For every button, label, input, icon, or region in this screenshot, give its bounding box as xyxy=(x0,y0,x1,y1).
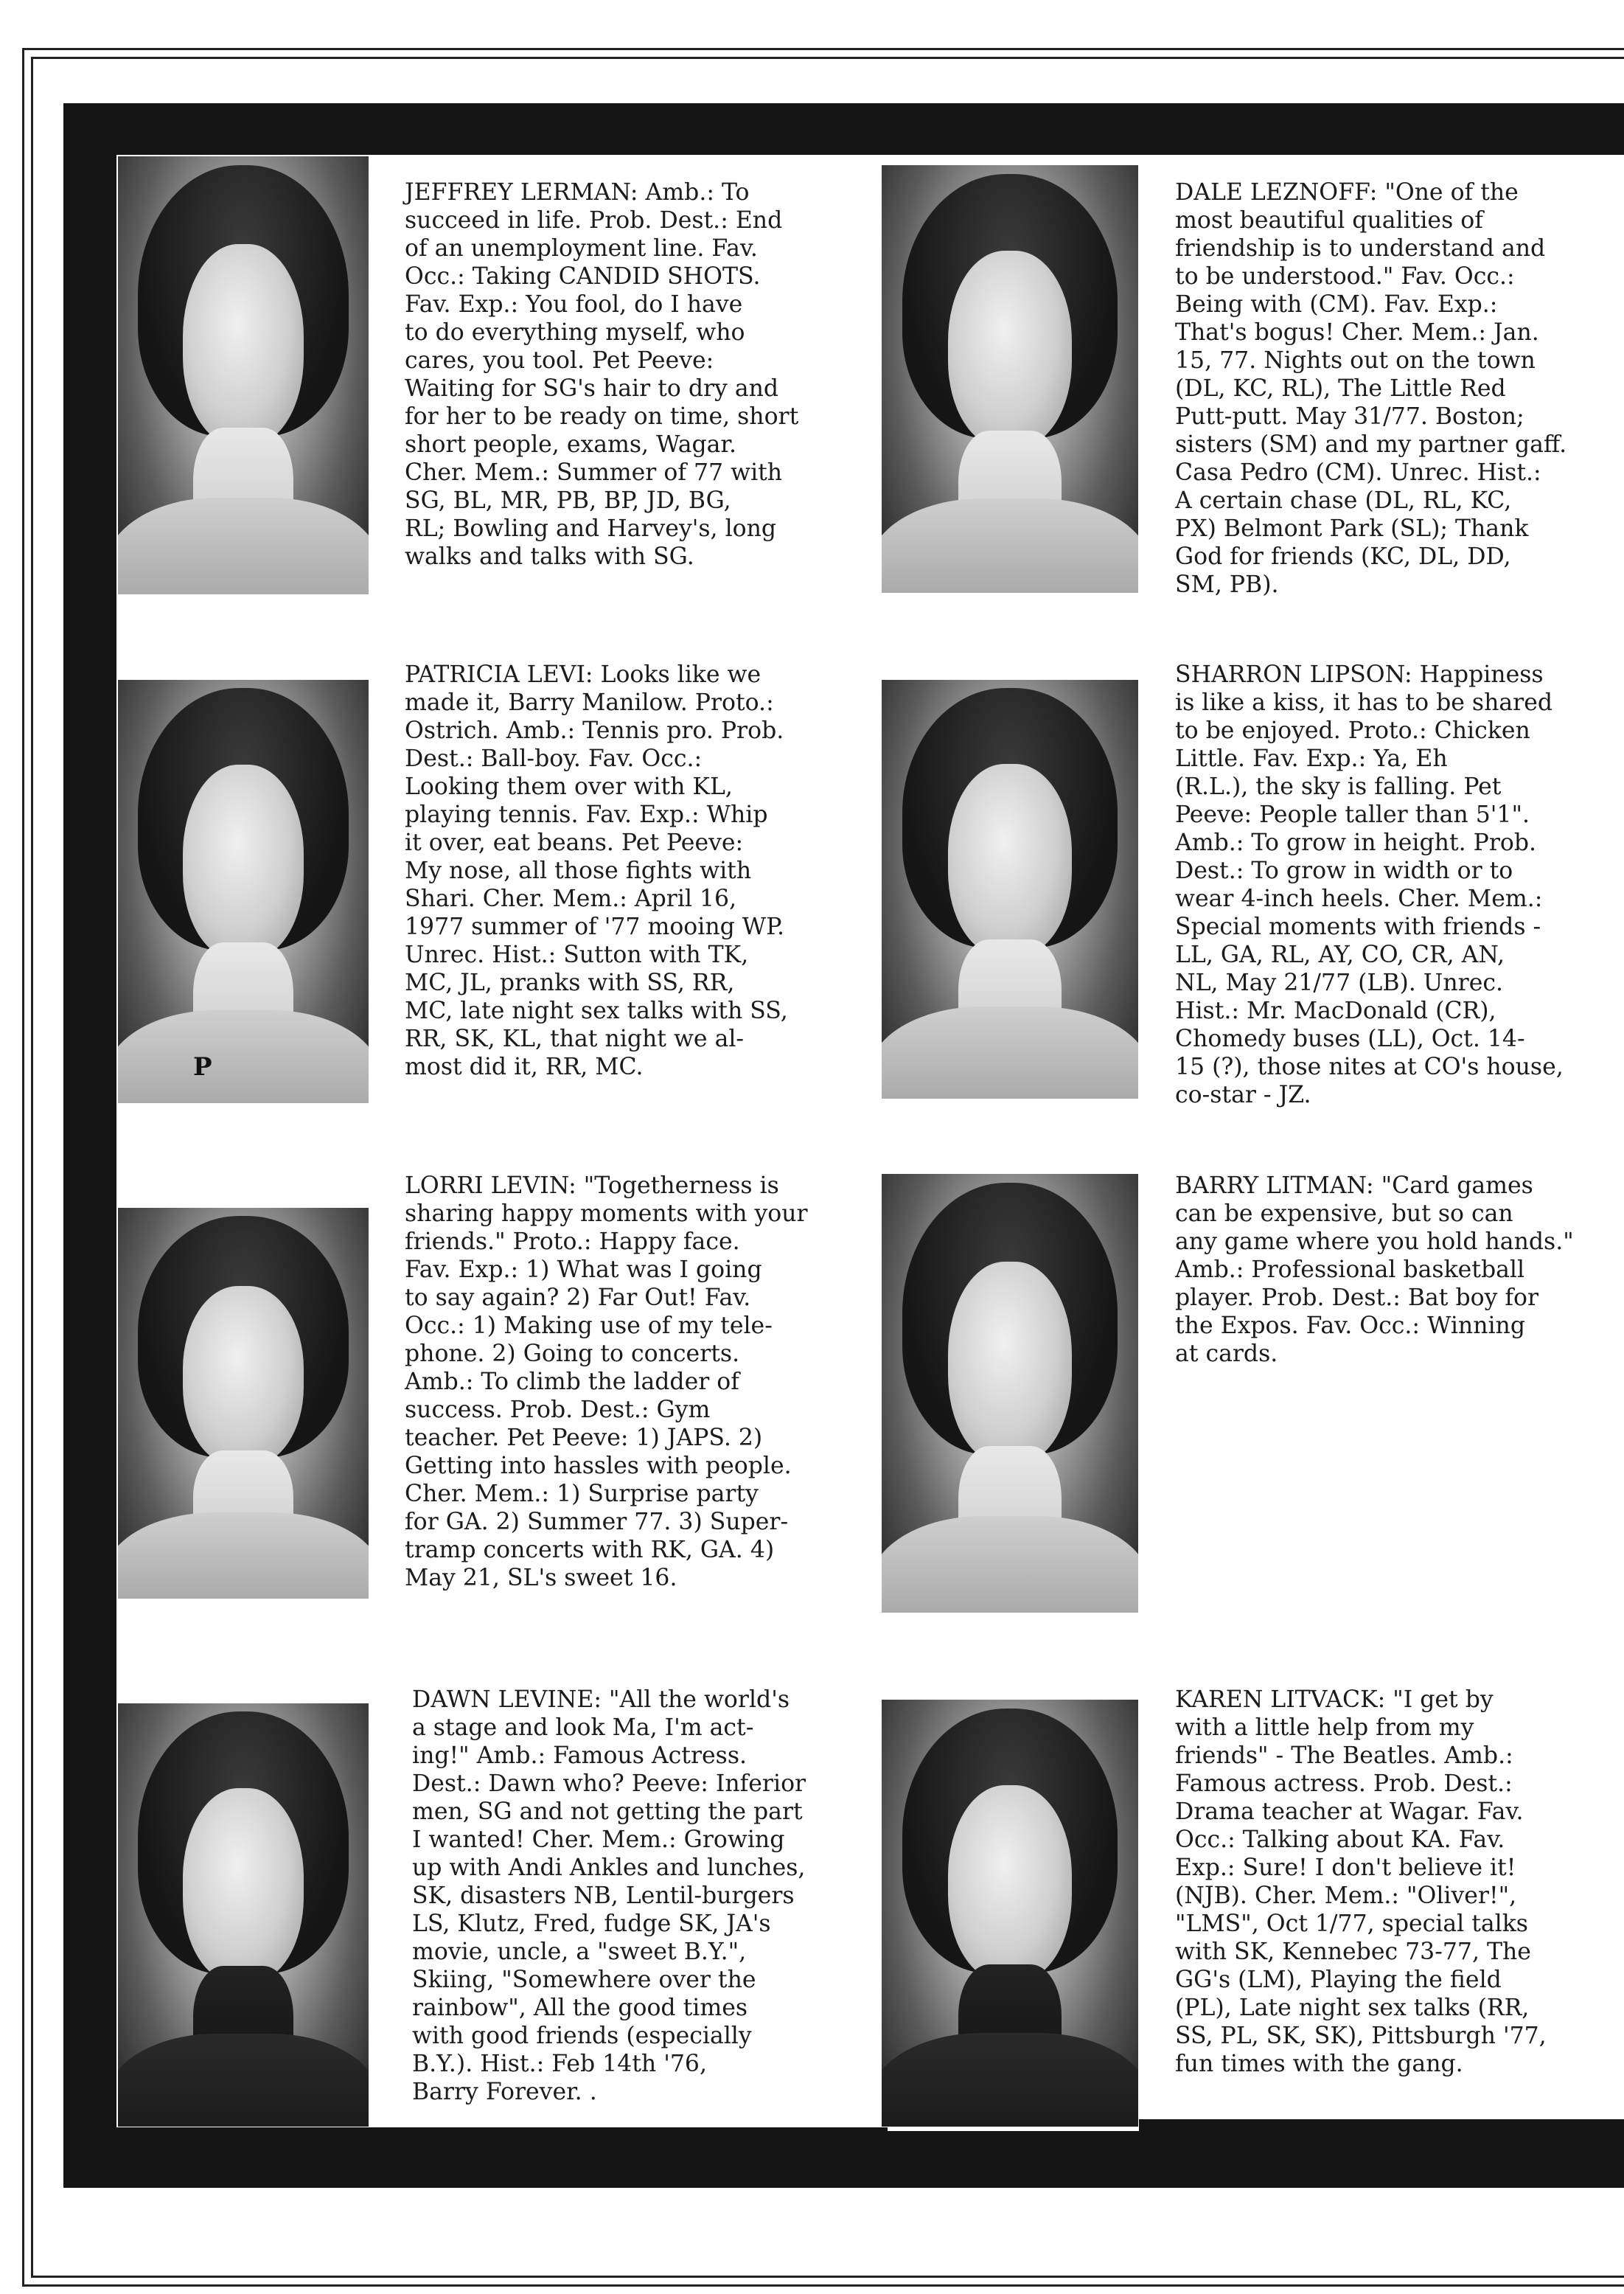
portrait-sharron-lipson xyxy=(882,680,1138,1099)
shirt-letter: P xyxy=(193,1052,212,1082)
blurb-barry-litman: BARRY LITMAN: "Card games can be expensive, but so can any game where you hold hands." Amb.: Professional basketball player. Prob. Dest.: Bat boy for the Expos. Fav. Occ.: Winning at cards. xyxy=(1175,1172,1574,1367)
blurb-jeffrey-lerman: JEFFREY LERMAN: Amb.: To succeed in life. Prob. Dest.: End of an unemployment line. Fav. Occ.: Taking CANDID SHOTS. Fav. Exp.: You fool, do I have to do everything myself, who cares, you tool. Pet Peeve: Waiting for SG's hair to dry and for her to be ready on time, short short people, exams, Wagar. Cher. Mem.: Summer of 77 with SG, BL, MR, PB, BP, JD, BG, RL; Bowling and Harvey's, long walks and talks with SG. xyxy=(405,179,799,570)
portrait-jeffrey-lerman xyxy=(118,156,369,594)
blurb-karen-litvack: KAREN LITVACK: "I get by with a little help from my friends" - The Beatles. Amb.: Famous actress. Prob. Dest.: Drama teacher at Wagar. Fav. Occ.: Talking about KA. Fav. Exp.: Sure! I don't believe it! (NJB). Cher. Mem.: "Oliver!", "LMS", Oct 1/77, special talks with SK, Kennebec 73-77, The GG's (LM), Playing the field (PL), Late night sex talks (RR, SS, PL, SK, SK), Pittsburgh '77, fun times with the gang. xyxy=(1175,1686,1547,2077)
blurb-sharron-lipson: SHARRON LIPSON: Happiness is like a kiss, it has to be shared to be enjoyed. Proto.: Chicken Little. Fav. Exp.: Ya, Eh (R.L.), the sky is falling. Pet Peeve: People taller than 5'1". Amb.: To grow in height. Prob. Dest.: To grow in width or to wear 4-inch heels. Cher. Mem.: Special moments with friends - LL, GA, RL, AY, CO, CR, AN, NL, May 21/77 (LB). Unrec. Hist.: Mr. MacDonald (CR), Chomedy buses (LL), Oct. 14- 15 (?), those nites at CO's house, co-star - JZ. xyxy=(1175,661,1564,1108)
portrait-patricia-levi xyxy=(118,680,369,1103)
portrait-lorri-levin xyxy=(118,1208,369,1599)
portrait-karen-litvack xyxy=(882,1700,1138,2127)
portrait-dale-leznoff xyxy=(882,165,1138,593)
blurb-lorri-levin: LORRI LEVIN: "Togetherness is sharing happy moments with your friends." Proto.: Happy face. Fav. Exp.: 1) What was I going to say again? 2) Far Out! Fav. Occ.: 1) Making use of my tele- phone. 2) Going to concerts. Amb.: To climb the ladder of success. Prob. Dest.: Gym teacher. Pet Peeve: 1) JAPS. 2) Getting into hassles with people. Cher. Mem.: 1) Surprise party for GA. 2) Summer 77. 3) Super- tramp concerts with RK, GA. 4) May 21, SL's sweet 16. xyxy=(405,1172,808,1591)
blurb-dawn-levine: DAWN LEVINE: "All the world's a stage and look Ma, I'm act- ing!" Amb.: Famous Actress. Dest.: Dawn who? Peeve: Inferior men, SG and not getting the part I wanted! Cher. Mem.: Growing up with Andi Ankles and lunches, SK, disasters NB, Lentil-burgers LS, Klutz, Fred, fudge SK, JA's movie, uncle, a "sweet B.Y.", Skiing, "Somewhere over the rainbow", All the good times with good friends (especially B.Y.). Hist.: Feb 14th '76, Barry Forever. . xyxy=(412,1686,806,2105)
blurb-dale-leznoff: DALE LEZNOFF: "One of the most beautiful qualities of friendship is to understand and to be understood." Fav. Occ.: Being with (CM). Fav. Exp.: That's bogus! Cher. Mem.: Jan. 15, 77. Nights out on the town (DL, KC, RL), The Little Red Putt-putt. May 31/77. Boston; sisters (SM) and my partner gaff. Casa Pedro (CM). Unrec. Hist.: A certain chase (DL, RL, KC, PX) Belmont Park (SL); Thank God for friends (KC, DL, DD, SM, PB). xyxy=(1175,179,1567,598)
portrait-barry-litman xyxy=(882,1174,1138,1613)
portrait-dawn-levine xyxy=(118,1703,369,2127)
blurb-patricia-levi: PATRICIA LEVI: Looks like we made it, Barry Manilow. Proto.: Ostrich. Amb.: Tennis pro. Prob. Dest.: Ball-boy. Fav. Occ.: Looking them over with KL, playing tennis. Fav. Exp.: Whip it over, eat beans. Pet Peeve: My nose, all those fights with Shari. Cher. Mem.: April 16, 1977 summer of '77 mooing WP. Unrec. Hist.: Sutton with TK, MC, JL, pranks with SS, RR, MC, late night sex talks with SS, RR, SK, KL, that night we al- most did it, RR, MC. xyxy=(405,661,788,1080)
